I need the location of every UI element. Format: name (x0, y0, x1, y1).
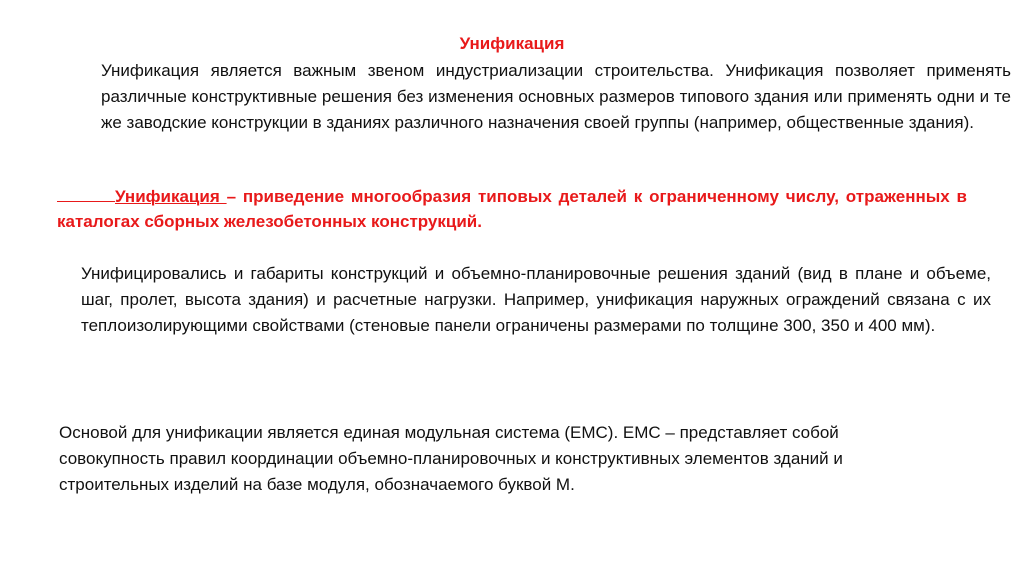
definition-term: Унификация (115, 187, 227, 206)
definition-text: – приведение многообразия типовых деталей к ограниченному числу, отраженных в каталогах сборных железобетонных конструкций. (57, 187, 968, 231)
definition-paragraph (57, 184, 967, 234)
underline-lead (57, 187, 115, 202)
dimensions-paragraph: Унифицировались и габариты конструкций и объемно-планировочные решения зданий (вид в плане и объеме, шаг, пролет, высота здания) и расчетные нагрузки. Например, унификация наружных ограждений связана с их теплоизолирующими свойствами (стеновые панели ограничены размерами по толщине 300, 350 и 400 мм). (81, 264, 991, 335)
ems-paragraph: Основой для унификации является единая модульная система (ЕМС). ЕМС – представляет собой совокупность правил координации объемно-планировочных и конструктивных элементов зданий и строительных изделий на базе модуля, обозначаемого буквой М. (59, 423, 843, 494)
intro-paragraph: Унификация является важным звеном индустриализации строительства. Унификация позволяет применять различные конструктивные решения без изменения основных размеров типового здания или применять одни и те же заводские конструкции в зданиях различного назначения своей группы (например, общественные здания). (101, 61, 1011, 132)
slide-title: Унификация (459, 34, 565, 53)
